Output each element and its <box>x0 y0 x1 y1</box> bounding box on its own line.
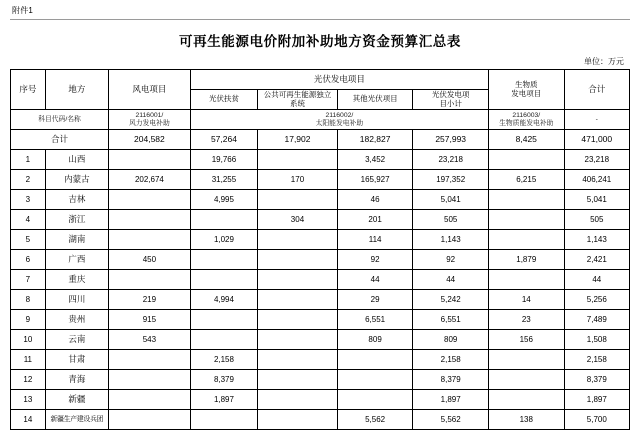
code-biomass-line2: 生物质能发电补助 <box>499 119 554 127</box>
cell-pv-poverty: 1,897 <box>190 390 257 410</box>
cell-pv-poverty <box>190 410 257 430</box>
cell-pv-subtotal: 1,143 <box>413 230 489 250</box>
cell-pv-subtotal: 23,218 <box>413 150 489 170</box>
header-biomass: 生物质 发电项目 <box>488 70 564 110</box>
cell-index: 11 <box>11 350 46 370</box>
code-pv-line2: 太阳能发电补助 <box>315 119 364 127</box>
cell-total: 5,700 <box>564 410 629 430</box>
cell-wind <box>109 230 191 250</box>
cell-index: 13 <box>11 390 46 410</box>
cell-pv-poverty: 4,995 <box>190 190 257 210</box>
cell-index: 2 <box>11 170 46 190</box>
table-row <box>11 270 630 290</box>
table-row-total <box>11 130 630 150</box>
cell-biomass: 1,879 <box>488 250 564 270</box>
cell-biomass: 23 <box>488 310 564 330</box>
cell-pv-subtotal: 44 <box>413 270 489 290</box>
cell-pv-other <box>337 350 413 370</box>
total-sum: 471,000 <box>564 130 629 150</box>
cell-pv-subtotal: 5,562 <box>413 410 489 430</box>
total-pv-subtotal: 257,993 <box>413 130 489 150</box>
cell-biomass <box>488 350 564 370</box>
table-row <box>11 150 630 170</box>
cell-biomass: 6,215 <box>488 170 564 190</box>
cell-wind <box>109 390 191 410</box>
code-biomass-line1: 2116003/ <box>512 111 541 119</box>
header-index: 序号 <box>11 70 46 110</box>
cell-index: 4 <box>11 210 46 230</box>
cell-index: 9 <box>11 310 46 330</box>
cell-wind: 450 <box>109 250 191 270</box>
cell-index: 5 <box>11 230 46 250</box>
total-label: 合计 <box>11 130 109 150</box>
total-pv-poverty: 57,264 <box>190 130 257 150</box>
header-pv-poverty: 光伏扶贫 <box>190 90 257 110</box>
cell-region: 青海 <box>45 370 108 390</box>
cell-pv-poverty <box>190 330 257 350</box>
cell-region: 甘肃 <box>45 350 108 370</box>
page-title: 可再生能源电价附加补助地方资金预算汇总表 <box>179 34 461 49</box>
table-row <box>11 250 630 270</box>
cell-pv-public-standalone <box>258 370 338 390</box>
cell-wind: 915 <box>109 310 191 330</box>
cell-wind: 219 <box>109 290 191 310</box>
cell-region: 云南 <box>45 330 108 350</box>
cell-pv-public-standalone <box>258 330 338 350</box>
cell-pv-other: 3,452 <box>337 150 413 170</box>
cell-wind <box>109 370 191 390</box>
cell-total: 505 <box>564 210 629 230</box>
cell-total: 5,041 <box>564 190 629 210</box>
cell-total: 1,897 <box>564 390 629 410</box>
cell-pv-public-standalone <box>258 410 338 430</box>
cell-pv-public-standalone <box>258 290 338 310</box>
cell-index: 7 <box>11 270 46 290</box>
cell-pv-other <box>337 390 413 410</box>
cell-region: 新疆 <box>45 390 108 410</box>
code-row-label: 科目代码/名称 <box>11 110 109 130</box>
cell-total: 1,143 <box>564 230 629 250</box>
cell-pv-poverty: 19,766 <box>190 150 257 170</box>
cell-biomass <box>488 270 564 290</box>
cell-index: 12 <box>11 370 46 390</box>
cell-biomass: 138 <box>488 410 564 430</box>
cell-region: 吉林 <box>45 190 108 210</box>
subject-code-row <box>11 110 630 130</box>
cell-index: 6 <box>11 250 46 270</box>
cell-pv-public-standalone <box>258 250 338 270</box>
attachment-label: 附件1 <box>12 6 34 15</box>
table-row <box>11 330 630 350</box>
header-pv-subtotal: 光伏发电项 目小计 <box>413 90 489 110</box>
code-biomass <box>488 110 564 130</box>
cell-total: 2,158 <box>564 350 629 370</box>
table-row <box>11 410 630 430</box>
cell-pv-public-standalone <box>258 310 338 330</box>
cell-pv-public-standalone <box>258 230 338 250</box>
cell-wind <box>109 150 191 170</box>
cell-index: 3 <box>11 190 46 210</box>
cell-pv-poverty: 31,255 <box>190 170 257 190</box>
cell-index: 8 <box>11 290 46 310</box>
header-divider <box>10 19 630 20</box>
cell-wind <box>109 350 191 370</box>
code-total: - <box>564 110 629 130</box>
cell-pv-poverty <box>190 310 257 330</box>
cell-biomass <box>488 390 564 410</box>
total-wind: 204,582 <box>109 130 191 150</box>
cell-biomass <box>488 190 564 210</box>
table-header-row-1 <box>11 70 630 90</box>
cell-wind <box>109 410 191 430</box>
cell-region: 重庆 <box>45 270 108 290</box>
cell-region: 四川 <box>45 290 108 310</box>
cell-pv-other: 44 <box>337 270 413 290</box>
code-wind <box>109 110 191 130</box>
table-row <box>11 370 630 390</box>
cell-pv-subtotal: 1,897 <box>413 390 489 410</box>
cell-pv-other: 29 <box>337 290 413 310</box>
code-pv <box>190 110 488 130</box>
cell-pv-other: 201 <box>337 210 413 230</box>
cell-pv-subtotal: 809 <box>413 330 489 350</box>
cell-pv-public-standalone <box>258 390 338 410</box>
cell-wind <box>109 210 191 230</box>
cell-wind <box>109 190 191 210</box>
table-row <box>11 170 630 190</box>
cell-index: 10 <box>11 330 46 350</box>
cell-biomass <box>488 370 564 390</box>
cell-pv-other: 6,551 <box>337 310 413 330</box>
cell-pv-public-standalone: 304 <box>258 210 338 230</box>
cell-pv-public-standalone <box>258 150 338 170</box>
cell-pv-public-standalone <box>258 190 338 210</box>
cell-pv-public-standalone <box>258 270 338 290</box>
cell-pv-other: 114 <box>337 230 413 250</box>
code-pv-line1: 2116002/ <box>325 111 354 119</box>
table-row <box>11 390 630 410</box>
cell-pv-subtotal: 197,352 <box>413 170 489 190</box>
cell-total: 2,421 <box>564 250 629 270</box>
cell-pv-subtotal: 2,158 <box>413 350 489 370</box>
cell-region: 新疆生产建设兵团 <box>45 410 108 430</box>
cell-region: 贵州 <box>45 310 108 330</box>
cell-total: 23,218 <box>564 150 629 170</box>
cell-pv-subtotal: 5,242 <box>413 290 489 310</box>
cell-biomass <box>488 230 564 250</box>
table-row <box>11 210 630 230</box>
table-row <box>11 310 630 330</box>
total-pv-other: 182,827 <box>337 130 413 150</box>
table-body <box>11 130 630 430</box>
cell-biomass <box>488 210 564 230</box>
total-pv-public-standalone: 17,902 <box>258 130 338 150</box>
table-row <box>11 230 630 250</box>
cell-pv-other: 809 <box>337 330 413 350</box>
cell-pv-poverty: 8,379 <box>190 370 257 390</box>
cell-total: 8,379 <box>564 370 629 390</box>
cell-wind: 202,674 <box>109 170 191 190</box>
cell-pv-other: 92 <box>337 250 413 270</box>
total-biomass: 8,425 <box>488 130 564 150</box>
cell-pv-poverty <box>190 270 257 290</box>
cell-region: 内蒙古 <box>45 170 108 190</box>
cell-total: 1,508 <box>564 330 629 350</box>
cell-total: 7,489 <box>564 310 629 330</box>
cell-biomass: 156 <box>488 330 564 350</box>
header-total: 合计 <box>564 70 629 110</box>
cell-pv-other <box>337 370 413 390</box>
cell-pv-poverty <box>190 250 257 270</box>
cell-total: 44 <box>564 270 629 290</box>
cell-region: 湖南 <box>45 230 108 250</box>
header-pv-public-standalone: 公共可再生能源独立 系统 <box>258 90 338 110</box>
code-wind-line1: 2116001/ <box>135 111 164 119</box>
code-wind-line2: 风力发电补助 <box>129 119 170 127</box>
cell-pv-subtotal: 92 <box>413 250 489 270</box>
cell-index: 14 <box>11 410 46 430</box>
header-wind: 风电项目 <box>109 70 191 110</box>
cell-wind <box>109 270 191 290</box>
cell-pv-subtotal: 6,551 <box>413 310 489 330</box>
cell-region: 广西 <box>45 250 108 270</box>
cell-biomass: 14 <box>488 290 564 310</box>
cell-pv-poverty: 1,029 <box>190 230 257 250</box>
cell-pv-other: 46 <box>337 190 413 210</box>
cell-region: 山西 <box>45 150 108 170</box>
cell-pv-poverty <box>190 210 257 230</box>
cell-index: 1 <box>11 150 46 170</box>
cell-pv-public-standalone: 170 <box>258 170 338 190</box>
cell-region: 浙江 <box>45 210 108 230</box>
header-pv-group: 光伏发电项目 <box>190 70 488 90</box>
cell-pv-poverty: 2,158 <box>190 350 257 370</box>
cell-wind: 543 <box>109 330 191 350</box>
header-region: 地方 <box>45 70 108 110</box>
cell-pv-other: 165,927 <box>337 170 413 190</box>
table-row <box>11 190 630 210</box>
cell-total: 5,256 <box>564 290 629 310</box>
cell-pv-subtotal: 8,379 <box>413 370 489 390</box>
table-row <box>11 350 630 370</box>
table-row <box>11 290 630 310</box>
cell-biomass <box>488 150 564 170</box>
cell-total: 406,241 <box>564 170 629 190</box>
cell-pv-poverty: 4,994 <box>190 290 257 310</box>
budget-table <box>10 69 630 430</box>
header-pv-other: 其他光伏项目 <box>337 90 413 110</box>
unit-note: 单位：万元 <box>584 57 624 66</box>
cell-pv-subtotal: 5,041 <box>413 190 489 210</box>
cell-pv-public-standalone <box>258 350 338 370</box>
cell-pv-other: 5,562 <box>337 410 413 430</box>
cell-pv-subtotal: 505 <box>413 210 489 230</box>
